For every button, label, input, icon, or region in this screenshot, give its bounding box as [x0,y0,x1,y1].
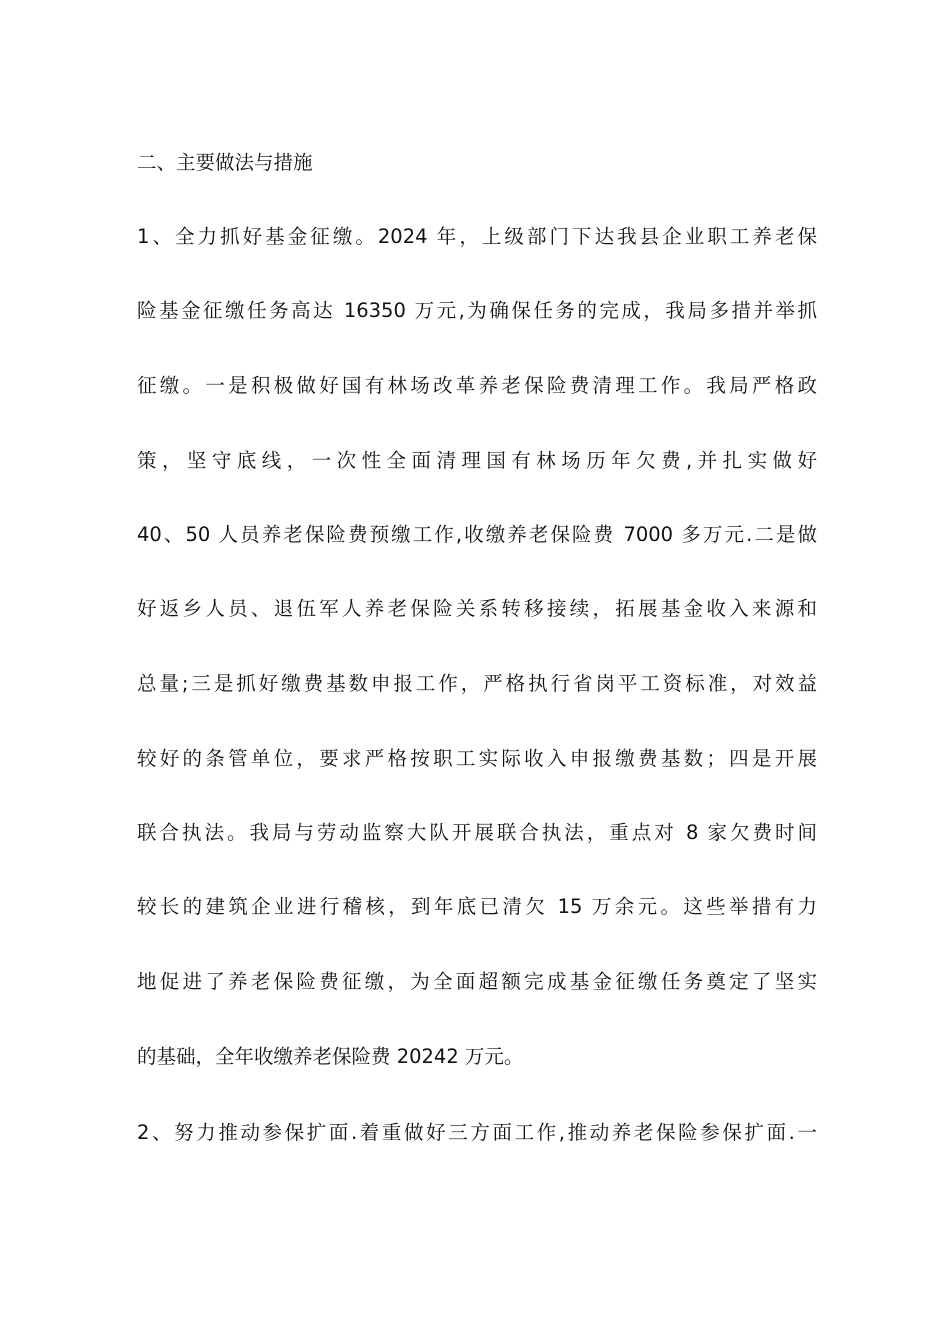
paragraph-line: 2、努力推动参保扩面.着重做好三方面工作,推动养老保险参保扩面.一 [137,1121,817,1144]
paragraph-line: 险基金征缴任务高达 16350 万元,为确保任务的完成，我局多措并举抓 [137,299,817,322]
paragraph-line: 地促进了养老保险费征缴，为全面超额完成基金征缴任务奠定了坚实 [137,970,817,993]
paragraph-line: 40、50 人员养老保险费预缴工作,收缴养老保险费 7000 多万元.二是做 [137,523,817,546]
paragraph-line: 联合执法。我局与劳动监察大队开展联合执法，重点对 8 家欠费时间 [137,821,817,844]
paragraph-line: 征缴。一是积极做好国有林场改革养老保险费清理工作。我局严格政 [137,374,817,397]
paragraph-line: 1、全力抓好基金征缴。2024 年，上级部门下达我县企业职工养老保 [137,225,817,248]
section-heading: 二、主要做法与措施 [137,151,313,174]
paragraph-line: 好返乡人员、退伍军人养老保险关系转移接续，拓展基金收入来源和 [137,597,817,620]
paragraph-line: 较长的建筑企业进行稽核，到年底已清欠 15 万余元。这些举措有力 [137,895,817,918]
paragraph-line: 较好的条管单位，要求严格按职工实际收入申报缴费基数；四是开展 [137,747,817,770]
paragraph-line: 策，坚守底线，一次性全面清理国有林场历年欠费,并扎实做好 [137,449,817,472]
paragraph-line: 的基础，全年收缴养老保险费 20242 万元。 [137,1045,524,1068]
paragraph-line: 总量;三是抓好缴费基数申报工作，严格执行省岗平工资标准，对效益 [137,672,817,695]
